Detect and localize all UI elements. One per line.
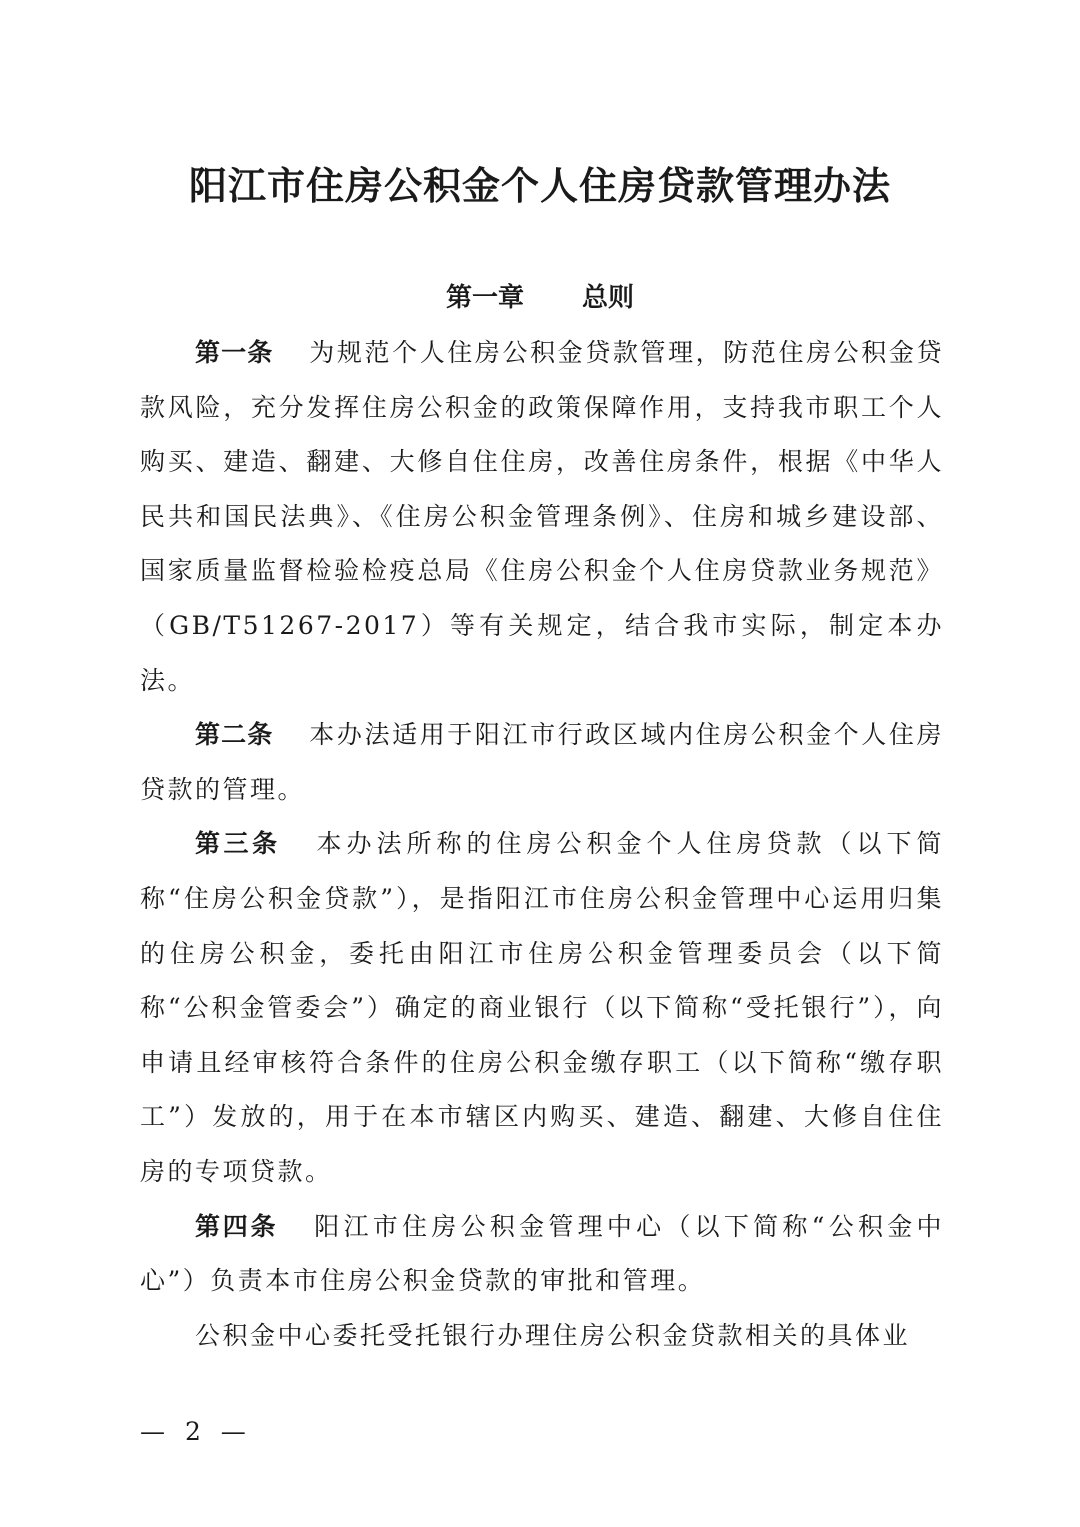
chapter-name: 总则: [582, 283, 635, 313]
article-2: [140, 708, 944, 817]
document-title: 阳江市住房公积金个人住房贷款管理办法: [188, 163, 891, 208]
continuation-paragraph: 公积金中心委托受托银行办理住房公积金贷款相关的具体业: [195, 1320, 911, 1350]
article-number: 第四条: [195, 1211, 279, 1241]
document-body: [140, 326, 944, 1363]
article-3: [140, 817, 944, 1199]
chapter-heading: [0, 276, 1080, 320]
article-number: 第三条: [195, 829, 281, 859]
page-number: — 2 —: [140, 1417, 252, 1446]
article-4: [140, 1200, 944, 1309]
article-text: 本办法所称的住房公积金个人住房贷款（以下简称“住房公积金贷款”），是指阳江市住房公积金管理中心运用归集的住房公积金，委托由阳江市住房公积金管理委员会（以下简称“公积金管委会”）确定的商业银行（以下简称“受托银行”），向申请且经审核符合条件的住房公积金缴存职工（以下简称“缴存职工”）发放的，用于在本市辖区内购买、建造、翻建、大修自住住房的专项贷款。: [140, 829, 944, 1186]
chapter-number: 第一章: [445, 283, 524, 313]
article-text: 本办法适用于阳江市行政区域内住房公积金个人住房贷款的管理。: [140, 720, 944, 804]
article-text: 为规范个人住房公积金贷款管理，防范住房公积金贷款风险，充分发挥住房公积金的政策保障作用，支持我市职工个人购买、建造、翻建、大修自住住房，改善住房条件，根据《中华人民共和国民法典》、《住房公积金管理条例》、住房和城乡建设部、国家质量监督检验检疫总局《住房公积金个人住房贷款业务规范》（GB/T51267-2017）等有关规定，结合我市实际，制定本办法。: [140, 338, 944, 695]
article-text: 阳江市住房公积金管理中心（以下简称“公积金中心”）负责本市住房公积金贷款的审批和管理。: [140, 1211, 944, 1296]
article-1: [140, 326, 944, 708]
article-number: 第二条: [195, 720, 274, 750]
article-number: 第一条: [195, 338, 274, 367]
